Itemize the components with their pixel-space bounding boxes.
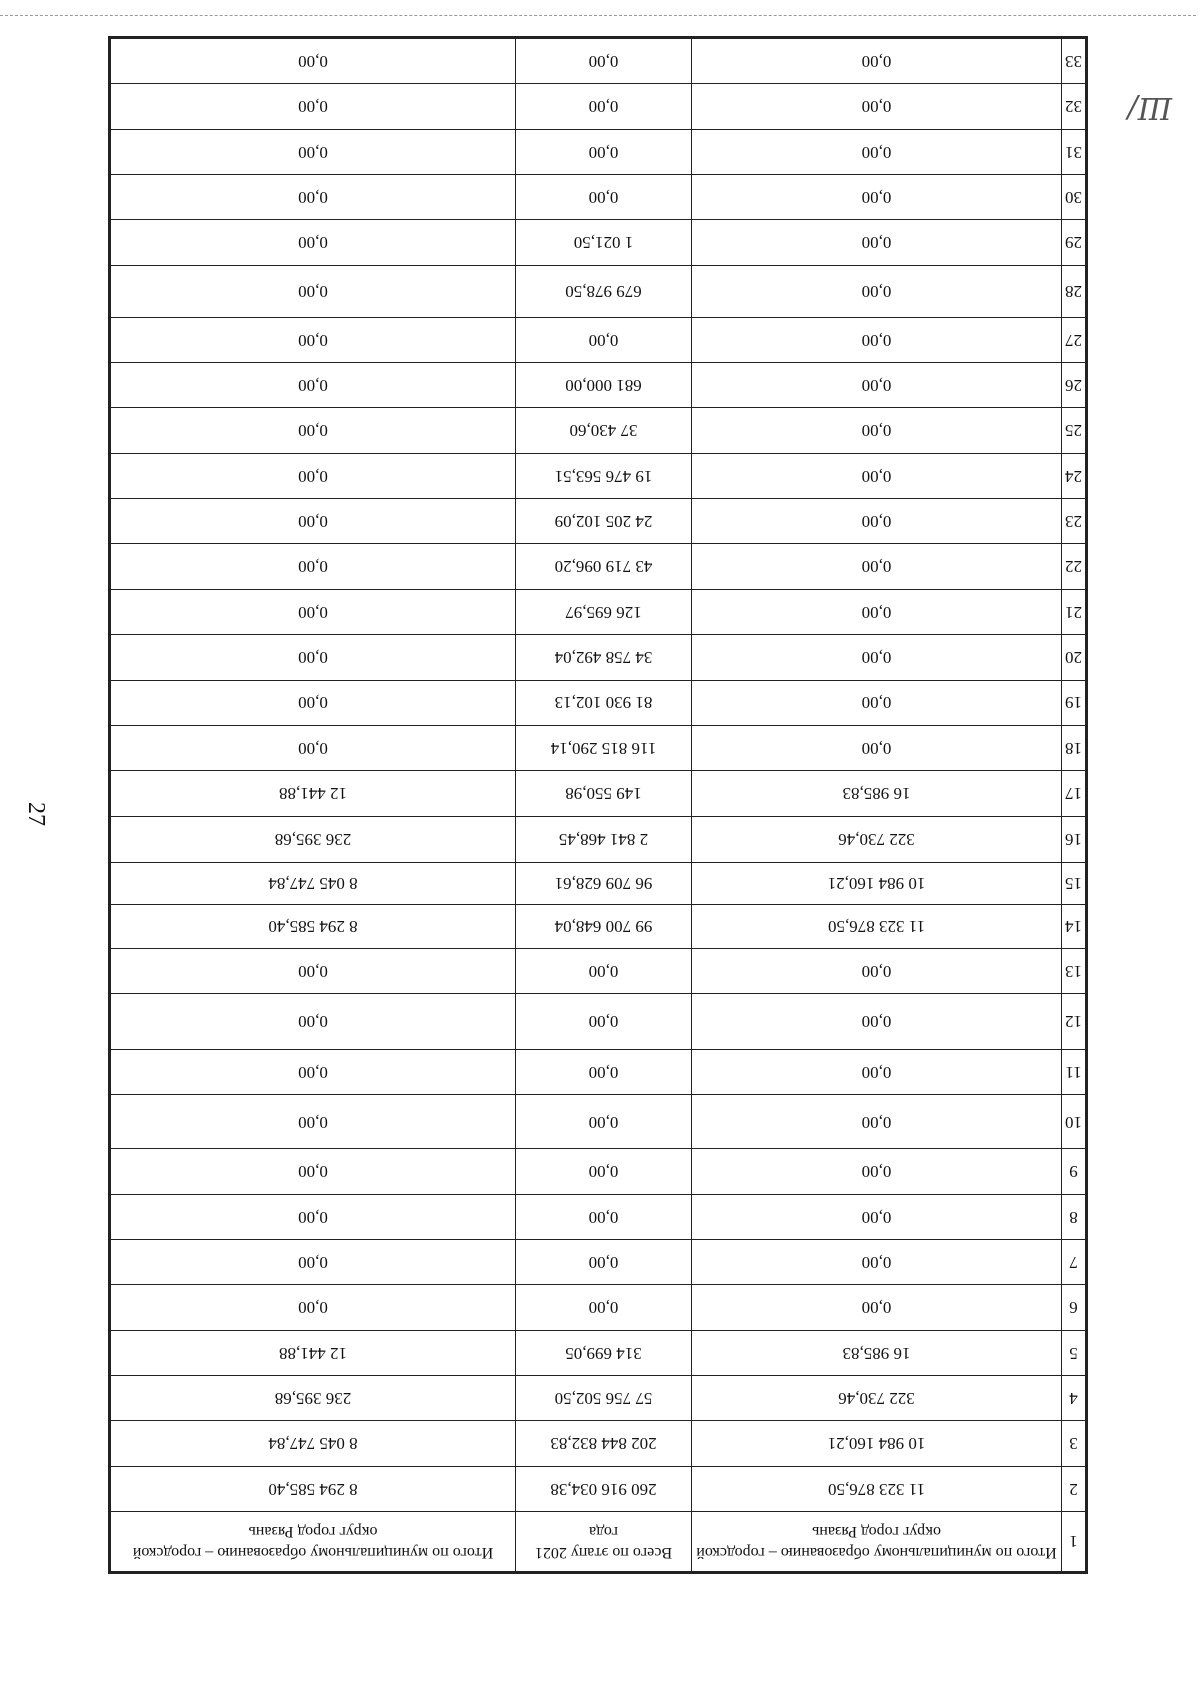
cell-col3: 8 294 585,40 [111,1466,516,1511]
cell-col3: 8 045 747,84 [111,1421,516,1466]
table-row [111,544,1086,589]
table-row [111,1194,1086,1239]
cell-col3: 0,00 [111,129,516,174]
row-number: 10 [1062,1095,1086,1149]
table-row [111,363,1086,408]
row-number: 8 [1062,1194,1086,1239]
cell-col3: 0,00 [111,363,516,408]
table-row [111,1330,1086,1375]
cell-col2: 0,00 [516,1049,692,1094]
cell-col3: 0,00 [111,1049,516,1094]
table-row [111,635,1086,680]
table-row [111,948,1086,993]
table-row [111,265,1086,317]
cell-col3: 0,00 [111,948,516,993]
cell-col2: 0,00 [516,317,692,362]
cell-col2: 24 205 102,09 [516,499,692,544]
table-row [111,129,1086,174]
cell-col3: 12 441,88 [111,771,516,816]
row-number: 4 [1062,1375,1086,1420]
row-number: 19 [1062,680,1086,725]
row-number: 11 [1062,1049,1086,1094]
cell-col3: 0,00 [111,589,516,634]
cell-col2: 1 021,50 [516,220,692,265]
page-number: 27 [23,802,49,826]
table-row [111,1466,1086,1511]
top-scan-rule [0,15,1196,16]
cell-col2: 34 758 492,04 [516,635,692,680]
cell-col1: 0,00 [692,129,1062,174]
cell-col1: 0,00 [692,317,1062,362]
row-number: 29 [1062,220,1086,265]
table-row [111,408,1086,453]
initials-handwritten-mark: Ш/ [1127,90,1172,125]
row-number: 21 [1062,589,1086,634]
cell-col1: 16 985,83 [692,771,1062,816]
cell-col3: 0,00 [111,453,516,498]
cell-col2: 0,00 [516,1149,692,1194]
cell-col2: 681 000,00 [516,363,692,408]
cell-col1: 0,00 [692,265,1062,317]
cell-col1: 322 730,46 [692,1375,1062,1420]
cell-col1: 0,00 [692,1149,1062,1194]
row-number: 18 [1062,725,1086,770]
table-row [111,453,1086,498]
cell-col3: 0,00 [111,84,516,129]
row-number: 32 [1062,84,1086,129]
cell-col1: 16 985,83 [692,1330,1062,1375]
cell-col1: 0,00 [692,680,1062,725]
cell-col1: 0,00 [692,499,1062,544]
table-row [111,680,1086,725]
table-row [111,771,1086,816]
cell-col2: 0,00 [516,1285,692,1330]
cell-col3: 0,00 [111,499,516,544]
cell-col2: 37 430,60 [516,408,692,453]
cell-col1: 0,00 [692,993,1062,1049]
cell-col2: 0,00 [516,175,692,220]
cell-col3: 0,00 [111,725,516,770]
cell-col2: 99 700 648,04 [516,904,692,948]
table-row [111,1049,1086,1094]
cell-col3: 0,00 [111,635,516,680]
row-number: 13 [1062,948,1086,993]
row-number: 9 [1062,1149,1086,1194]
table-row [111,1285,1086,1330]
table-row [111,175,1086,220]
row-number: 31 [1062,129,1086,174]
table-row [111,1375,1086,1420]
cell-col3: 12 441,88 [111,1330,516,1375]
cell-col1: 0,00 [692,589,1062,634]
cell-col1: 10 984 160,21 [692,862,1062,904]
row-number: 28 [1062,265,1086,317]
cell-col3: 0,00 [111,544,516,589]
cell-col1: 0,00 [692,1194,1062,1239]
cell-col1: 0,00 [692,1239,1062,1284]
cell-col2: 126 695,97 [516,589,692,634]
cell-col3: 0,00 [111,993,516,1049]
row-number: 14 [1062,904,1086,948]
table-row [111,904,1086,948]
table-row [111,1239,1086,1284]
cell-col1: 0,00 [692,1285,1062,1330]
cell-col3: 0,00 [111,265,516,317]
cell-col2: 0,00 [516,948,692,993]
cell-col3: 8 045 747,84 [111,862,516,904]
cell-col3: 0,00 [111,1095,516,1149]
cell-col3: 0,00 [111,1194,516,1239]
cell-col3: 236 395,68 [111,1375,516,1420]
cell-col1: 0,00 [692,39,1062,84]
cell-col3: 8 294 585,40 [111,904,516,948]
header-col3: Итого по муниципальному образованию – городской округ город Рязань [111,1512,516,1572]
cell-col1: 0,00 [692,1049,1062,1094]
header-index: 1 [1062,1512,1086,1572]
cell-col1: 0,00 [692,635,1062,680]
cell-col1: 322 730,46 [692,816,1062,862]
cell-col2: 81 930 102,13 [516,680,692,725]
cell-col2: 260 916 034,38 [516,1466,692,1511]
cell-col2: 202 844 832,83 [516,1421,692,1466]
cell-col1: 0,00 [692,84,1062,129]
table-row [111,1421,1086,1466]
row-number: 26 [1062,363,1086,408]
cell-col3: 0,00 [111,39,516,84]
row-number: 16 [1062,816,1086,862]
table-row [111,1095,1086,1149]
row-number: 33 [1062,39,1086,84]
cell-col3: 0,00 [111,175,516,220]
cell-col1: 0,00 [692,408,1062,453]
table-row [111,39,1086,84]
cell-col3: 0,00 [111,1285,516,1330]
cell-col2: 0,00 [516,993,692,1049]
table-row [111,220,1086,265]
cell-col2: 116 815 290,14 [516,725,692,770]
cell-col3: 236 395,68 [111,816,516,862]
cell-col2: 0,00 [516,84,692,129]
cell-col1: 10 984 160,21 [692,1421,1062,1466]
cell-col2: 96 709 628,61 [516,862,692,904]
table-row [111,1149,1086,1194]
cell-col1: 11 323 876,50 [692,1466,1062,1511]
table-row [111,84,1086,129]
cell-col2: 0,00 [516,1239,692,1284]
cell-col1: 0,00 [692,453,1062,498]
cell-col1: 0,00 [692,363,1062,408]
cell-col2: 149 550,98 [516,771,692,816]
table-row [111,589,1086,634]
row-number: 2 [1062,1466,1086,1511]
cell-col1: 0,00 [692,544,1062,589]
row-number: 5 [1062,1330,1086,1375]
row-number: 23 [1062,499,1086,544]
header-col2: Всего по этапу 2021 года [516,1512,692,1572]
budget-table-rotated [108,36,1088,1574]
row-number: 17 [1062,771,1086,816]
table-row [111,993,1086,1049]
row-number: 25 [1062,408,1086,453]
cell-col3: 0,00 [111,1149,516,1194]
cell-col1: 0,00 [692,175,1062,220]
cell-col2: 0,00 [516,1095,692,1149]
row-number: 15 [1062,862,1086,904]
cell-col3: 0,00 [111,220,516,265]
cell-col2: 57 756 502,50 [516,1375,692,1420]
row-number: 24 [1062,453,1086,498]
cell-col1: 0,00 [692,1095,1062,1149]
cell-col2: 0,00 [516,39,692,84]
cell-col3: 0,00 [111,408,516,453]
table-row [111,317,1086,362]
cell-col3: 0,00 [111,317,516,362]
cell-col2: 0,00 [516,1194,692,1239]
cell-col2: 314 699,05 [516,1330,692,1375]
cell-col1: 11 323 876,50 [692,904,1062,948]
row-number: 3 [1062,1421,1086,1466]
cell-col2: 2 841 468,45 [516,816,692,862]
table-row [111,862,1086,904]
cell-col2: 43 719 096,20 [516,544,692,589]
cell-col2: 679 978,50 [516,265,692,317]
cell-col1: 0,00 [692,725,1062,770]
header-col1: Итого по муниципальному образованию – городской округ город Рязань [692,1512,1062,1572]
row-number: 30 [1062,175,1086,220]
table-row [111,499,1086,544]
row-number: 27 [1062,317,1086,362]
cell-col2: 0,00 [516,129,692,174]
table-header-row [111,1512,1086,1572]
row-number: 22 [1062,544,1086,589]
table-row [111,816,1086,862]
row-number: 12 [1062,993,1086,1049]
table-row [111,725,1086,770]
budget-table [110,38,1086,1572]
row-number: 7 [1062,1239,1086,1284]
cell-col2: 19 476 563,51 [516,453,692,498]
cell-col1: 0,00 [692,948,1062,993]
cell-col3: 0,00 [111,680,516,725]
row-number: 20 [1062,635,1086,680]
cell-col1: 0,00 [692,220,1062,265]
cell-col3: 0,00 [111,1239,516,1284]
row-number: 6 [1062,1285,1086,1330]
